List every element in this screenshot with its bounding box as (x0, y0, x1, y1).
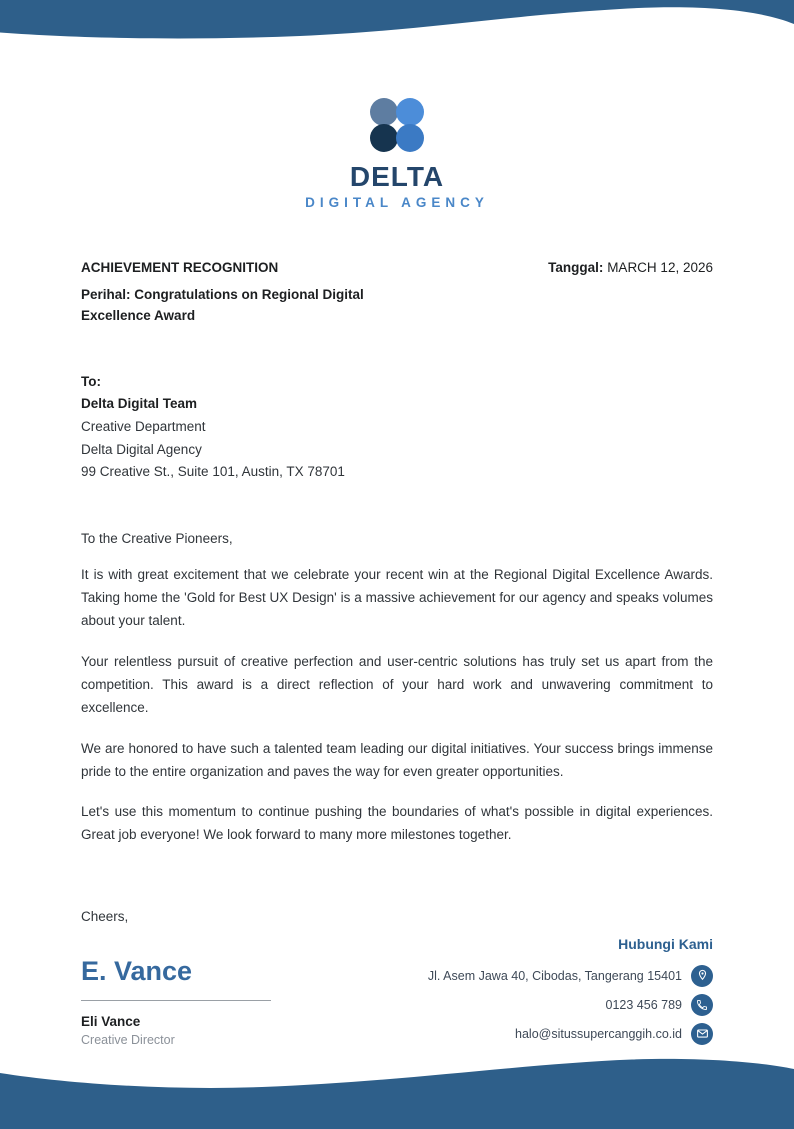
body-paragraph-3: We are honored to have such a talented team leading our digital initiatives. Your success brings immense pride to the entire organization and paves the way for even greater opportunities. (81, 740, 713, 779)
letter-header-left (81, 260, 401, 327)
contact-email: halo@situssupercanggih.co.id (515, 1026, 682, 1041)
contact-address-row (428, 965, 713, 987)
date-value: MARCH 12, 2026 (607, 260, 713, 275)
body-paragraph-1: It is with great excitement that we celebrate your recent win at the Regional Digital Excellence Awards. Taking home the 'Gold for Best UX Design' is a massive achievement for our agency and speaks volumes about your talent. (81, 566, 713, 629)
letter-footer (81, 936, 713, 1047)
signer-full-name: Eli Vance (81, 1013, 141, 1029)
recipient-label: To: (81, 373, 101, 389)
recipient-department: Creative Department (81, 419, 206, 435)
contact-block (428, 936, 713, 1045)
contact-phone-row (428, 994, 713, 1016)
body-paragraph-2: Your relentless pursuit of creative perfection and user-centric solutions has truly set us apart from the competition. This award is a direct reflection of your hard work and unwavering commitment to excellence. (81, 653, 713, 716)
signer-title: Creative Director (81, 1032, 175, 1047)
document-title: ACHIEVEMENT RECOGNITION (81, 260, 279, 275)
recipient-name: Delta Digital Team (81, 396, 198, 412)
contact-address: Jl. Asem Jawa 40, Cibodas, Tangerang 15401 (427, 968, 682, 983)
handwritten-signature: E. Vance (81, 956, 271, 1001)
top-wave-decoration (0, 0, 794, 48)
mail-icon (691, 1023, 713, 1045)
bottom-wave-decoration (0, 1054, 794, 1129)
letter-content (0, 260, 794, 1047)
contact-heading: Hubungi Kami (618, 935, 713, 952)
recipient-company: Delta Digital Agency (81, 441, 202, 457)
brand-name: DELTA (349, 161, 445, 192)
body-paragraph-4: Let's use this momentum to continue pushing the boundaries of what's possible in digital experiences. Great job everyone! We look forward to many more milestones together. (81, 804, 713, 843)
closing: Cheers, (81, 908, 129, 924)
logo-circle-bottom-right (396, 124, 424, 152)
salutation: To the Creative Pioneers, (81, 530, 233, 546)
signature-block (81, 936, 271, 1047)
date-label: Tanggal: (548, 260, 604, 275)
document-subject: Perihal: Congratulations on Regional Digital Excellence Award (81, 287, 364, 323)
brand-tagline: DIGITAL AGENCY (305, 195, 489, 210)
document-date (548, 260, 713, 275)
letter-header-row (81, 260, 713, 327)
company-logo-icon (370, 98, 424, 152)
recipient-block (81, 371, 713, 484)
contact-phone: 0123 456 789 (605, 997, 682, 1012)
contact-email-row (428, 1023, 713, 1045)
location-pin-icon (691, 965, 713, 987)
phone-icon (691, 994, 713, 1016)
recipient-address: 99 Creative St., Suite 101, Austin, TX 78701 (81, 464, 345, 480)
